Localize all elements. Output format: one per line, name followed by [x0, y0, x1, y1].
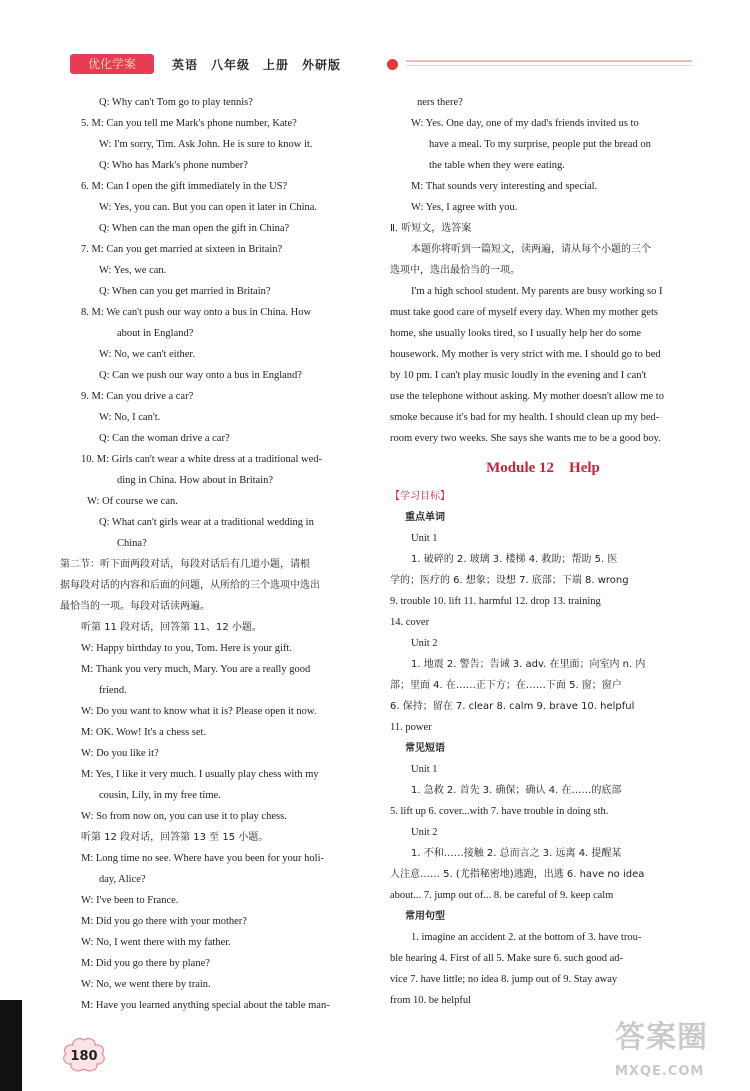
text-line: 本题你将听到一篇短文，读两遍，请从每个小题的三个 [411, 244, 651, 255]
goal-line: from 10. be helpful [390, 995, 472, 1006]
goal-line: 1. 破碎的 2. 玻璃 3. 楼梯 4. 救助；帮助 5. 医 [411, 554, 618, 565]
text-line: use the telephone without asking. My mother doesn't allow me to [390, 391, 664, 402]
text-line: 8. M: We can't push our way onto a bus in China. How [81, 307, 312, 318]
goal-line: 常用句型 [405, 911, 445, 922]
module-title: Module 12 Help [486, 460, 600, 476]
text-line: W: No, we can't either. [99, 349, 195, 360]
text-line: 5. M: Can you tell me Mark's phone number, Kate? [81, 118, 297, 129]
text-line: friend. [99, 685, 127, 696]
goal-line: Unit 1 [411, 533, 438, 544]
text-line: I'm a high school student. My parents are busy working so I [411, 286, 663, 297]
text-line: W: No, we went there by train. [81, 979, 211, 990]
text-line: M: Did you go there by plane? [81, 958, 210, 969]
text-line: W: Do you like it? [81, 748, 159, 759]
goal-line: 重点单词 [405, 512, 445, 523]
goal-line: 1. 地震 2. 警告；告诫 3. adv. 在里面；向室内 n. 内 [411, 659, 646, 670]
goal-line: 14. cover [390, 617, 430, 628]
goal-line: 6. 保持；留在 7. clear 8. calm 9. brave 10. helpful [390, 701, 635, 712]
text-line: W: No, I went there with my father. [81, 937, 231, 948]
text-line: M: Did you go there with your mother? [81, 916, 247, 927]
header-dot [387, 59, 398, 70]
text-line: smoke because it's bad for my health. I should clean up my bed- [390, 412, 660, 423]
goal-line: Unit 2 [411, 638, 438, 649]
goal-line: about... 7. jump out of... 8. be careful of 9. keep calm [390, 890, 614, 901]
text-line: 6. M: Can I open the gift immediately in the US? [81, 181, 288, 192]
text-line: 听第 11 段对话，回答第 11、12 小题。 [81, 622, 262, 633]
goal-line: 人注意…… 5. (尤指秘密地)逃跑，出逃 6. have no idea [390, 869, 645, 880]
text-line: 9. M: Can you drive a car? [81, 391, 194, 402]
goal-line: 1. imagine an accident 2. at the bottom of 3. have trou- [411, 932, 642, 943]
text-line: 第二节：听下面两段对话，每段对话后有几道小题，请根 [60, 559, 310, 570]
text-line: ners there? [417, 97, 463, 108]
page-header [70, 50, 692, 78]
text-line: 7. M: Can you get married at sixteen in Britain? [81, 244, 283, 255]
text-line: cousin, Lily, in my free time. [99, 790, 221, 801]
text-line: W: Yes. One day, one of my dad's friends invited us to [411, 118, 639, 129]
goal-line: 学的；医疗的 6. 想象；设想 7. 底部；下端 8. wrong [390, 575, 629, 586]
goal-line: 1. 不和……接触 2. 总而言之 3. 远离 4. 提醒某 [411, 848, 622, 859]
text-line: W: So from now on, you can use it to play chess. [81, 811, 287, 822]
page-edge-shadow [0, 1000, 22, 1091]
text-line: W: Do you want to know what it is? Please open it now. [81, 706, 317, 717]
text-line: W: I'm sorry, Tim. Ask John. He is sure to know it. [99, 139, 313, 150]
text-line: about in England? [117, 328, 194, 339]
text-line: day, Alice? [99, 874, 146, 885]
text-line: Ⅱ. 听短文，选答案 [390, 223, 472, 234]
text-line: M: Have you learned anything special about the table man- [81, 1000, 330, 1011]
watermark [615, 1012, 708, 1079]
text-line: M: Yes, I like it very much. I usually play chess with my [81, 769, 319, 780]
right-top-text [390, 92, 696, 449]
goal-line: Unit 2 [411, 827, 438, 838]
text-line: ding in China. How about in Britain? [117, 475, 274, 486]
watermark-bottom: MXQE.COM [615, 1064, 705, 1079]
text-line: 选项中，选出最恰当的一项。 [390, 265, 520, 276]
text-line: M: OK. Wow! It's a chess set. [81, 727, 207, 738]
text-line: 最恰当的一项。每段对话读两遍。 [60, 601, 210, 612]
text-line: M: Thank you very much, Mary. You are a really good [81, 664, 311, 675]
text-line: Q: When can you get married in Britain? [99, 286, 271, 297]
text-line: W: Yes, you can. But you can open it later in China. [99, 202, 318, 213]
watermark-top: 答案圈 [615, 1020, 708, 1055]
text-line: W: I've been to France. [81, 895, 179, 906]
text-line: W: Happy birthday to you, Tom. Here is your gift. [81, 643, 292, 654]
brand-label: 优化学案 [70, 54, 154, 74]
text-line: Q: Why can't Tom go to play tennis? [99, 97, 253, 108]
text-line: have a meal. To my surprise, people put the bread on [429, 139, 651, 150]
header-rule-thin [406, 65, 692, 66]
text-line: Q: Can we push our way onto a bus in England? [99, 370, 302, 381]
goal-line: 部；里面 4. 在……正下方；在……下面 5. 窗；窗户 [390, 680, 622, 691]
text-line: China? [117, 538, 147, 549]
text-line: housework. My mother is very strict with me. I should go to bed [390, 349, 661, 360]
text-line: W: Yes, I agree with you. [411, 202, 518, 213]
header-rule [406, 60, 692, 62]
book-title: 英语 八年级 上册 外研版 [172, 58, 342, 72]
page-number-badge [62, 1037, 106, 1073]
text-line: home, she usually looks tired, so I usually help her do some [390, 328, 642, 339]
text-line: W: No, I can't. [99, 412, 161, 423]
text-line: M: That sounds very interesting and special. [411, 181, 598, 192]
goal-line: 1. 急救 2. 首先 3. 确保；确认 4. 在……的底部 [411, 785, 622, 796]
goal-line: 常见短语 [405, 743, 445, 754]
goal-line: 11. power [390, 722, 432, 733]
goal-line: 9. trouble 10. lift 11. harmful 12. drop 13. training [390, 596, 601, 607]
text-line: room every two weeks. She says she wants me to be a good boy. [390, 433, 661, 444]
text-line: W: Of course we can. [87, 496, 178, 507]
left-column [60, 92, 378, 1016]
text-line: the table when they were eating. [429, 160, 565, 171]
goal-line: 5. lift up 6. cover...with 7. have trouble in doing sth. [390, 806, 609, 817]
text-line: Q: What can't girls wear at a traditional wedding in [99, 517, 314, 528]
right-column [390, 92, 696, 1011]
text-line: must take good care of myself every day. When my mother gets [390, 307, 658, 318]
text-line: by 10 pm. I can't play music loudly in the evening and I can't [390, 370, 647, 381]
goal-line: Unit 1 [411, 764, 438, 775]
text-line: 听第 12 段对话，回答第 13 至 15 小题。 [81, 832, 269, 843]
text-line: Q: Can the woman drive a car? [99, 433, 230, 444]
text-line: M: Long time no see. Where have you been for your holi- [81, 853, 324, 864]
text-line: Q: Who has Mark's phone number? [99, 160, 248, 171]
text-line: 10. M: Girls can't wear a white dress at a traditional wed- [81, 454, 322, 465]
goal-line: vice 7. have little; no idea 8. jump out of 9. Stay away [390, 974, 618, 985]
text-line: Q: When can the man open the gift in China? [99, 223, 290, 234]
text-line: W: Yes, we can. [99, 265, 167, 276]
goal-line: ble hearing 4. First of all 5. Make sure 6. such good ad- [390, 953, 623, 964]
learning-goals [390, 486, 696, 1011]
text-line: 据每段对话的内容和后面的问题，从所给的三个选项中选出 [60, 580, 320, 591]
goal-line: 【学习目标】 [390, 491, 450, 502]
page-number: 180 [70, 1049, 98, 1064]
